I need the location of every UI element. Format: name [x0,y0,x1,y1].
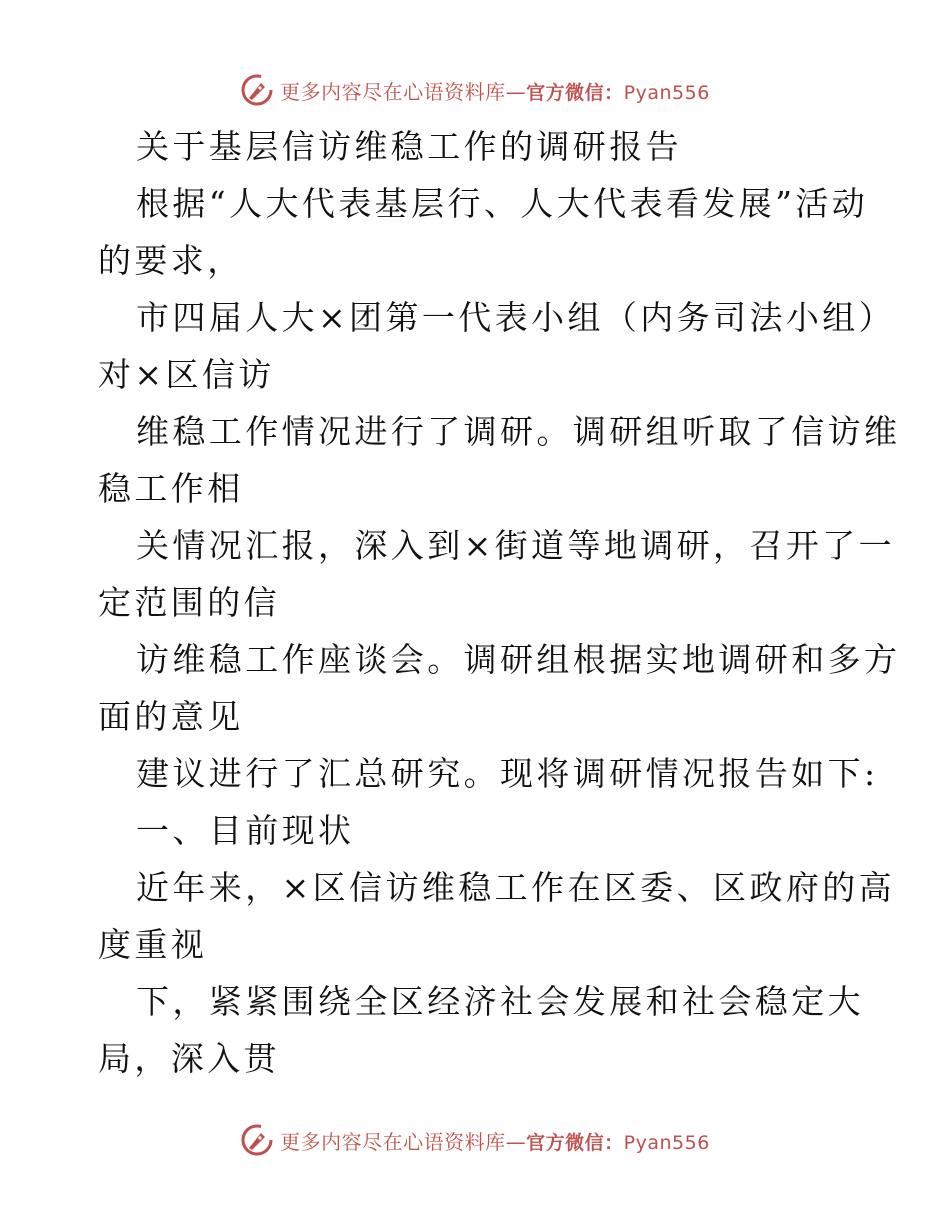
doc-line: 面的意见 [98,697,244,736]
doc-title: 关于基层信访维稳工作的调研报告 [136,127,682,166]
doc-line: 市四届人大×团第一代表小组（内务司法小组） [136,298,896,337]
pen-nib-logo-icon [240,1123,274,1157]
doc-line: 对×区信访 [98,355,275,394]
header-banner-slogan: 更多内容尽在心语资料库— [280,79,527,104]
doc-line: 建议进行了汇总研究。现将调研情况报告如下: [136,754,879,793]
doc-line: 稳工作相 [98,469,244,508]
footer-banner [0,1120,950,1160]
footer-banner-wechat-label: 官方微信： [526,1131,624,1154]
footer-banner-wechat-id: Pyan556 [623,1131,710,1154]
doc-line: 关情况汇报，深入到×街道等地调研，召开了一 [136,526,896,565]
footer-banner-slogan: 更多内容尽在心语资料库— [280,1129,527,1154]
pen-nib-logo-icon [240,73,274,107]
doc-line: 下，紧紧围绕全区经济社会发展和社会稳定大 [136,982,864,1021]
header-banner-text [280,76,710,105]
doc-line: 近年来，×区信访维稳工作在区委、区政府的高 [136,868,896,907]
doc-line: 定范围的信 [98,583,280,622]
header-banner-wechat-id: Pyan556 [623,81,710,104]
header-banner [0,70,950,110]
doc-line: 局，深入贯 [98,1039,280,1078]
section-heading: 一、目前现状 [136,811,355,850]
doc-line: 根据“人大代表基层行、人大代表看发展”活动 [136,184,869,223]
header-banner-wechat-label: 官方微信： [526,81,624,104]
doc-line: 度重视 [98,925,208,964]
doc-line: 访维稳工作座谈会。调研组根据实地调研和多方 [136,640,901,679]
footer-banner-text [280,1126,710,1155]
doc-line: 维稳工作情况进行了调研。调研组听取了信访维 [136,412,901,451]
document-body [98,118,901,1087]
doc-line: 的要求， [98,241,244,280]
